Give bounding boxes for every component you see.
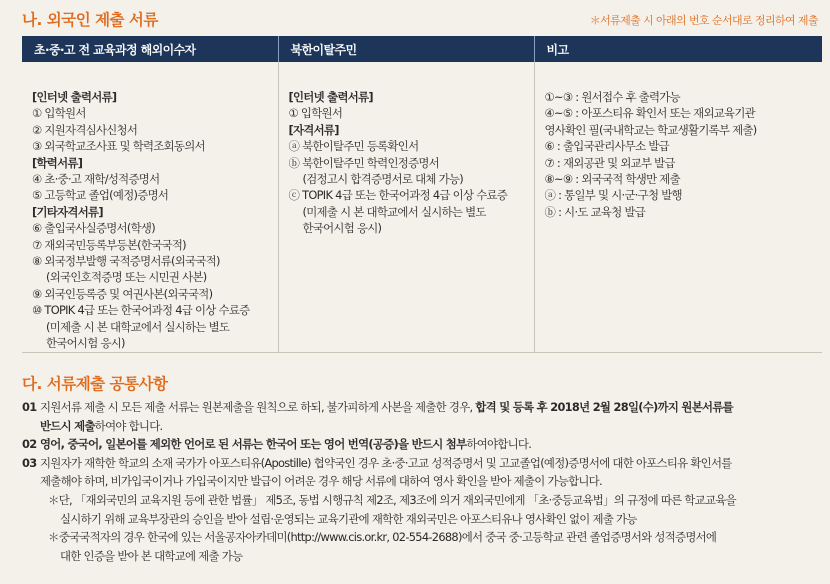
item-text-bold: 반드시 제출	[40, 418, 95, 433]
list-item: ⑩ TOPIK 4급 또는 한국어과정 4급 이상 수료증	[32, 303, 250, 318]
list-item: [기타자격서류]	[32, 204, 103, 219]
list-item: 영사확인 필(국내학교는 학교생활기록부 제출)	[544, 122, 757, 137]
note-text: ＊단, 「재외국민의 교육지원 등에 관한 법률」 제5조, 동법 시행규칙 제2조, 제3조에 의거 재외국민에게 「초·중등교육법」의 규정에 따른 학교교육을	[48, 492, 736, 507]
requirement-item-02	[22, 435, 822, 454]
list-item: (미제출 시 본 대학교에서 실시하는 별도	[302, 204, 486, 219]
list-item: (미제출 시 본 대학교에서 실시하는 별도	[46, 319, 230, 334]
list-item: [인터넷 출력서류]	[288, 90, 373, 104]
item-text-bold: 합격 및 등록 후 2018년 2월 28일(수)까지 원본서류를	[475, 400, 733, 414]
list-item: ⑦ : 재외공관 및 외교부 발급	[544, 155, 675, 170]
item-number: 03	[22, 455, 37, 470]
apostille-exception-note	[22, 491, 822, 528]
list-item: ⓑ 북한이탈주민 학력인정증명서	[288, 155, 439, 170]
chinese-nationals-note	[22, 528, 822, 565]
requirement-item-01	[22, 398, 822, 435]
item-text: 지원자가 재학한 학교의 소재 국가가 아포스티유(Apostille) 협약국인 경우 초·중·고교 성적증명서 및 고교졸업(예정)증명서에 대한 아포스티유 확인서를	[40, 455, 732, 470]
cell-remarks	[534, 62, 822, 352]
list-item: ⓒ TOPIK 4급 또는 한국어과정 4급 이상 수료증	[288, 188, 508, 203]
list-item: 한국어시험 응시)	[46, 336, 125, 351]
list-item: ③ 외국학교조사표 및 학력조회동의서	[32, 139, 205, 154]
section-title-foreign-documents: 나. 외국인 제출 서류	[22, 11, 158, 29]
list-item: ⑧~⑨ : 외국국적 학생만 제출	[544, 172, 680, 187]
item-text: 제출해야 하며, 비가입국이거나 가입국이지만 발급이 어려운 경우 해당 서류에 대하여 영사 확인을 받아 제출이 가능합니다.	[40, 474, 602, 489]
list-item: ⑨ 외국인등록증 및 여권사본(외국국적)	[32, 286, 213, 301]
list-item: ④ 초·중·고 재학/성적증명서	[32, 172, 160, 187]
list-item: (검정고시 합격증명서로 대체 가능)	[302, 172, 463, 187]
list-item: ⑥ 출입국사실증명서(학생)	[32, 221, 155, 236]
item-text: 하여야합니다.	[466, 437, 532, 452]
list-item: (외국인호적증명 또는 시민권 사본)	[46, 270, 207, 285]
list-item: [자격서류]	[288, 122, 339, 137]
list-item: ④~⑤ : 아포스티유 확인서 또는 재외교육기관	[544, 106, 755, 121]
cell-defector-documents	[278, 62, 534, 352]
common-requirements-list	[22, 398, 822, 565]
submission-order-note: ＊서류제출 시 아래의 번호 순서대로 정리하여 제출	[589, 14, 818, 27]
list-item: ⓑ : 시·도 교육청 발급	[544, 204, 646, 219]
list-item: [학력서류]	[32, 155, 83, 170]
list-item: ⓐ 북한이탈주민 등록확인서	[288, 139, 419, 154]
table-body-row	[22, 62, 822, 352]
list-item: ①~③ : 원서접수 후 출력가능	[544, 90, 680, 104]
list-item: ⑥ : 출입국관리사무소 발급	[544, 139, 669, 154]
requirement-item-03	[22, 454, 822, 491]
item-number: 02	[22, 437, 37, 452]
list-item: ① 입학원서	[32, 106, 86, 121]
note-text: ＊중국국적자의 경우 한국에 있는 서울공자아카데미(http://www.cis.or.kr, 02-554-2688)에서 중국 중·고등학교 관련 졸업증명서와 성적증명서에	[48, 530, 717, 545]
item-text: 지원서류 제출 시 모든 제출 서류는 원본제출을 원칙으로 하되, 불가피하게 사본을 제출한 경우,	[40, 400, 476, 414]
list-item: ⑧ 외국정부발행 국적증명서류(외국국적)	[32, 254, 220, 269]
list-item: ② 지원자격심사신청서	[32, 122, 138, 137]
item-number: 01	[22, 400, 37, 414]
item-text-bold: 영어, 중국어, 일본어를 제외한 언어로 된 서류는 한국어 또는 영어 번역(공증)을 반드시 첨부	[40, 437, 467, 452]
list-item: 한국어시험 응시)	[302, 221, 382, 236]
section-title-common-requirements: 다. 서류제출 공통사항	[22, 375, 168, 393]
note-text: 대한 인증을 받아 본 대학교에 제출 가능	[60, 548, 243, 563]
list-item: ⑤ 고등학교 졸업(예정)증명서	[32, 188, 169, 203]
header-north-korean-defectors: 북한이탈주민	[278, 36, 534, 62]
list-item: ⓐ : 통일부 및 시·군·구청 발행	[544, 188, 682, 203]
cell-overseas-documents	[22, 62, 278, 352]
header-remarks: 비고	[534, 36, 822, 62]
note-text: 실시하기 위해 교육부장관의 승인을 받아 설립·운영되는 교육기관에 재학한 재외국민은 아포스티유나 영사확인 없이 제출 가능	[60, 511, 637, 526]
list-item: [인터넷 출력서류]	[32, 90, 117, 104]
documents-table	[22, 36, 822, 353]
item-text: 하여야 합니다.	[94, 418, 163, 433]
list-item: ⑦ 재외국민등록부등본(한국국적)	[32, 237, 186, 252]
list-item: ① 입학원서	[288, 106, 343, 121]
table-header-row	[22, 36, 822, 62]
header-overseas-graduates: 초·중·고 전 교육과정 해외이수자	[22, 36, 278, 62]
